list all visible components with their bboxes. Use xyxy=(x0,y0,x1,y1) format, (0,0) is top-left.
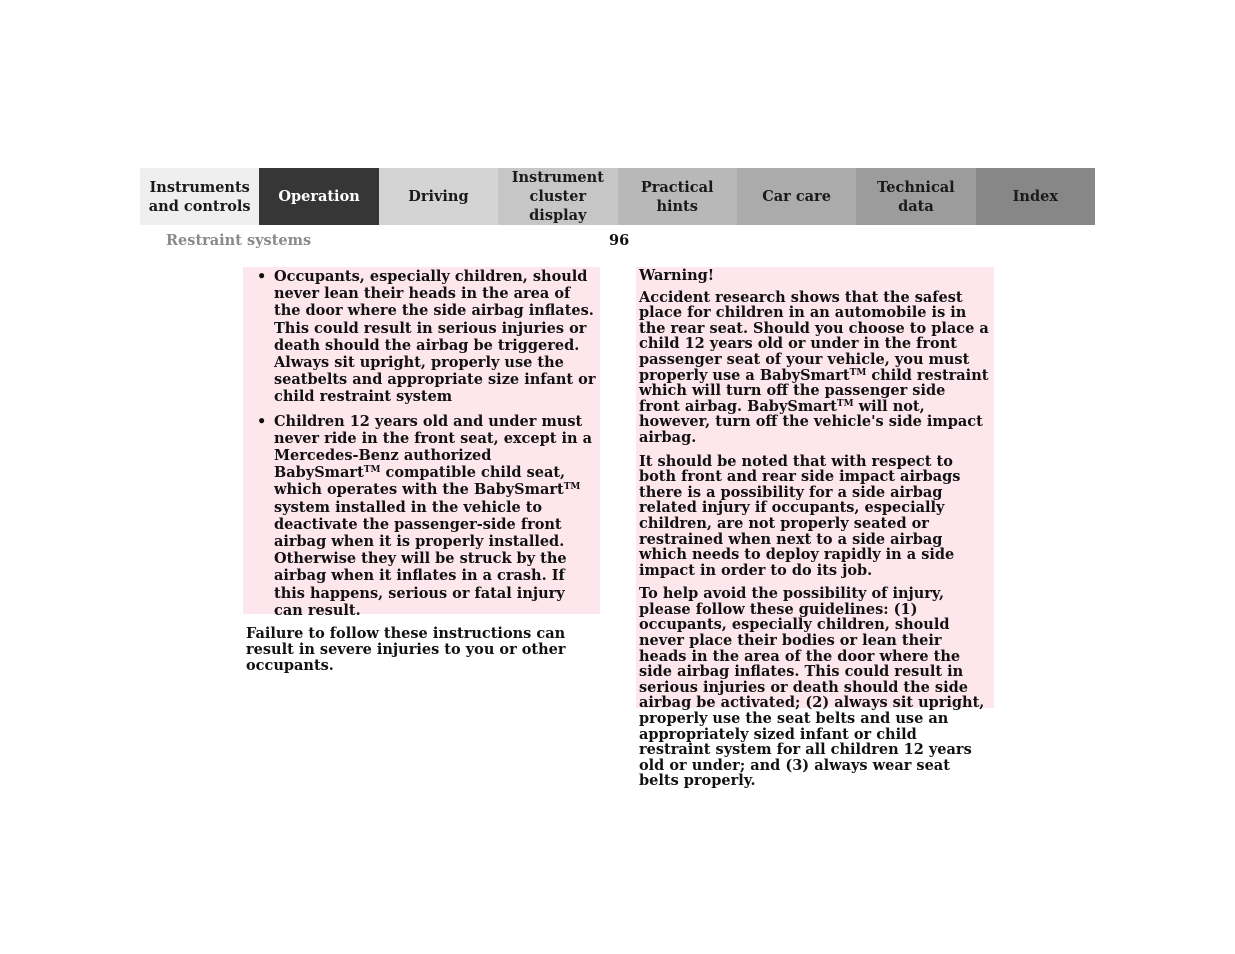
bullet-text: system installed in the vehicle to deactivate the passenger-side front airbag when it is properly installed. Otherwise they will be struck by the airbag when it inflates in a crash. If this happens, serious or fatal injury can result. xyxy=(274,498,567,619)
failure-warning-text: Failure to follow these instructions can result in severe injuries to you or other occupants. xyxy=(246,625,566,674)
warning-heading: Warning! xyxy=(639,267,715,284)
tab-label: Technical data xyxy=(877,178,955,215)
tab-index[interactable] xyxy=(976,168,1095,225)
tab-driving[interactable] xyxy=(379,168,498,225)
tab-practical-hints[interactable] xyxy=(618,168,737,225)
warning-box-left xyxy=(243,267,600,674)
bullet-list xyxy=(246,268,597,619)
warning-paragraph: To help avoid the possibility of injury, please follow these guidelines: (1) occupants, especially children, should never place their bodies or lean their heads in the area of the door where the side airbag inflates. This could result in serious injuries or death should the side airbag be activated; (2) always sit upright, properly use the seat belts and use an appropriately sized infant or child restraint system for all children 12 years old or under; and (3) always wear seat belts properly. xyxy=(639,585,985,790)
warning-paragraph xyxy=(639,290,991,446)
tab-instruments-and-controls[interactable] xyxy=(140,168,259,225)
trademark-mark: TM xyxy=(363,465,381,476)
tab-label: Instrument cluster display xyxy=(511,169,604,224)
chapter-tab-bar xyxy=(140,168,1095,225)
page-number: 96 xyxy=(609,232,630,249)
bullet-text: compatible child seat, which operates with the BabySmart xyxy=(274,464,566,499)
list-item xyxy=(246,413,597,619)
trademark-mark: TM xyxy=(836,398,854,409)
section-title: Restraint systems xyxy=(166,232,312,249)
tab-label: Instruments and controls xyxy=(148,178,251,215)
bullet-text: Children 12 years old and under must never ride in the front seat, except in a Mercedes-Benz authorized BabySmart xyxy=(274,412,592,482)
tab-technical-data[interactable] xyxy=(856,168,975,225)
warning-paragraph: It should be noted that with respect to both front and rear side impact airbags there is a possibility for a side airbag related injury if occupants, especially children, are not properly seated or restrained when next to a side airbag which needs to deploy rapidly in a side impact in order to do its job. xyxy=(639,452,961,579)
list-item xyxy=(246,268,597,406)
paragraph-text: child restraint which will turn off the passenger side front airbag. BabySmart xyxy=(639,366,989,415)
tab-operation[interactable] xyxy=(259,168,378,225)
trademark-mark: TM xyxy=(849,367,867,378)
tab-car-care[interactable] xyxy=(737,168,856,225)
bullet-text: Occupants, especially children, should never lean their heads in the area of the door where the side airbag inflates. This could result in serious injuries or death should the airbag be triggered. Always sit upright, properly use the seatbelts and appropriate size infant or child restraint system xyxy=(274,268,596,406)
tab-label: Practical hints xyxy=(640,178,714,215)
tab-label: Index xyxy=(1012,188,1058,205)
warning-box-right xyxy=(636,267,994,790)
paragraph-text: Accident research shows that the safest place for children in an automobile is in the rear seat. Should you choose to place a child 12 years old or under in the front passenger seat of your vehicle, you must properly use a BabySmart xyxy=(639,288,989,384)
tab-label: Operation xyxy=(278,188,360,205)
paragraph-text: will not, however, turn off the vehicle's side impact airbag. xyxy=(639,397,983,446)
tab-label: Car care xyxy=(762,188,831,205)
tab-label: Driving xyxy=(408,188,469,205)
tab-instrument-cluster-display[interactable] xyxy=(498,168,617,225)
trademark-mark: TM xyxy=(563,482,581,493)
